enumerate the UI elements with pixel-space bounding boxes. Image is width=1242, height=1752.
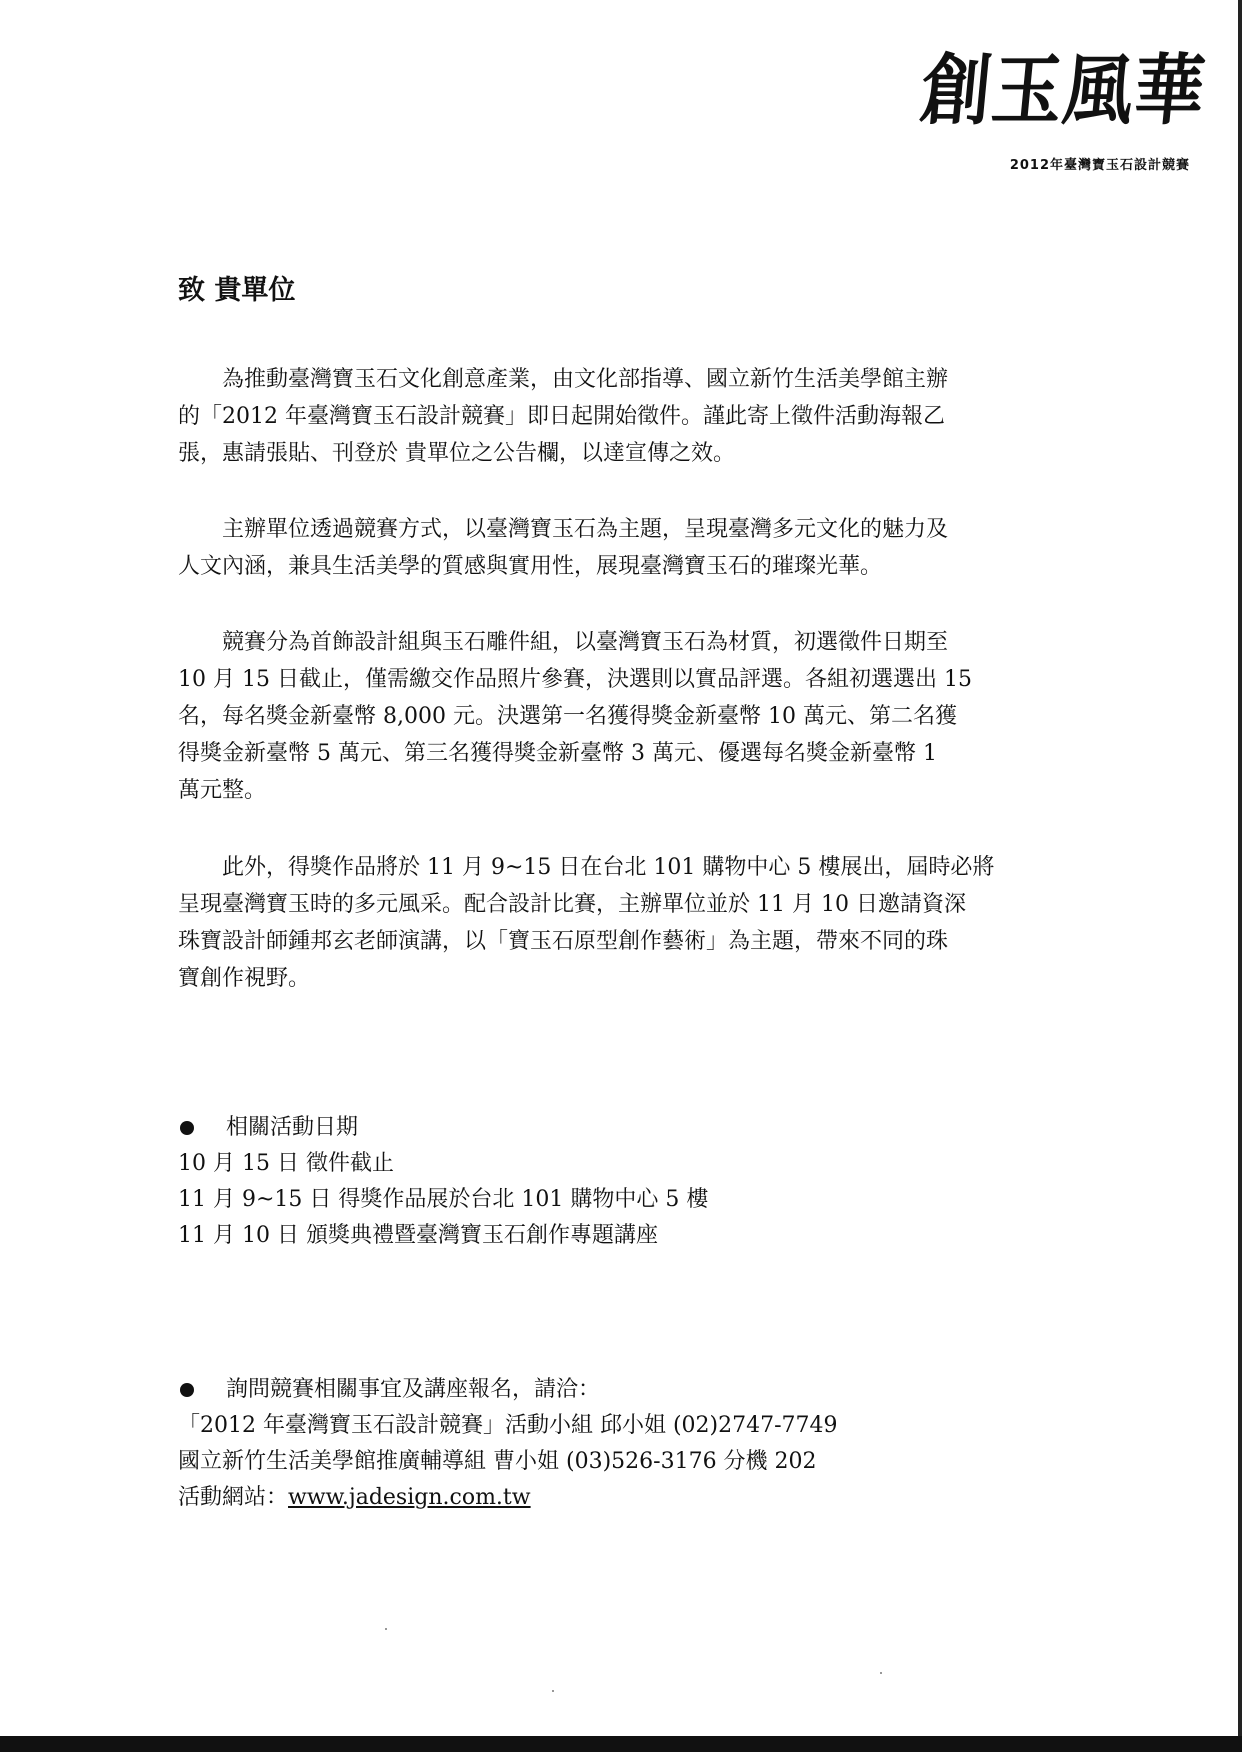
date-item: 10 月 15 日 徵件截止 (178, 1151, 394, 1176)
paragraph-line: 競賽分為首飾設計組與玉石雕件組，以臺灣寶玉石為材質，初選徵件日期至 (178, 630, 949, 655)
logo-subtitle: 2012年臺灣寶玉石設計競賽 (1009, 158, 1190, 173)
paragraph-prizes (178, 624, 1048, 809)
paragraph-theme (178, 511, 1048, 585)
paragraph-line: 寶創作視野。 (178, 966, 311, 991)
contact-item: 「2012 年臺灣寶玉石設計競賽」活動小組 邱小姐 (02)2747-7749 (178, 1413, 838, 1438)
logo-title: 創玉風華 (917, 44, 1210, 136)
scan-edge-right (1238, 0, 1242, 1752)
paragraph-line: 10 月 15 日截止，僅需繳交作品照片參賽，決選則以實品評選。各組初選選出 15 (178, 667, 972, 692)
paragraph-intro (178, 361, 1048, 472)
dates-heading-row (178, 1110, 1048, 1146)
paragraph-line: 的「2012 年臺灣寶玉石設計競賽」即日起開始徵件。謹此寄上徵件活動海報乙 (178, 404, 945, 429)
scan-speck (880, 1672, 882, 1674)
paragraph-line: 張，惠請張貼、刊登於 貴單位之公告欄，以達宣傳之效。 (178, 441, 735, 466)
date-item: 11 月 10 日 頒獎典禮暨臺灣寶玉石創作專題講座 (178, 1223, 658, 1248)
paragraph-line: 珠寶設計師鍾邦玄老師演講，以「寶玉石原型創作藝術」為主題，帶來不同的珠 (178, 929, 949, 954)
paragraph-line: 萬元整。 (178, 778, 267, 803)
website-label: 活動網站： (178, 1485, 289, 1510)
paragraph-line: 此外，得獎作品將於 11 月 9~15 日在台北 101 購物中心 5 樓展出，屆時必將 (178, 855, 995, 880)
paragraph-line: 人文內涵，兼具生活美學的質感與實用性，展現臺灣寶玉石的璀璨光華。 (178, 554, 883, 579)
date-item: 11 月 9~15 日 得獎作品展於台北 101 購物中心 5 樓 (178, 1187, 709, 1212)
contact-item: 國立新竹生活美學館推廣輔導組 曹小姐 (03)526-3176 分機 202 (178, 1449, 817, 1474)
bullet-icon (180, 1383, 194, 1397)
website-link[interactable]: www.jadesign.com.tw (288, 1485, 531, 1510)
salutation: 致 貴單位 (178, 275, 296, 306)
scan-speck (552, 1690, 554, 1692)
contact-heading: 詢問競賽相關事宜及講座報名，請洽： (226, 1377, 601, 1402)
paragraph-line: 得獎金新臺幣 5 萬元、第三名獲得獎金新臺幣 3 萬元、優選每名獎金新臺幣 1 (178, 741, 937, 766)
website-row (178, 1480, 1048, 1516)
contact-heading-row (178, 1372, 1048, 1408)
scan-edge-bottom (0, 1736, 1242, 1752)
contact-section (178, 1372, 1048, 1516)
dates-section (178, 1110, 1048, 1254)
paragraph-exhibition (178, 849, 1048, 997)
paragraph-line: 名，每名獎金新臺幣 8,000 元。決選第一名獲得獎金新臺幣 10 萬元、第二名獲 (178, 704, 957, 729)
paragraph-line: 呈現臺灣寶玉時的多元風采。配合設計比賽，主辦單位並於 11 月 10 日邀請資深 (178, 892, 966, 917)
paragraph-line: 為推動臺灣寶玉石文化創意產業，由文化部指導、國立新竹生活美學館主辦 (178, 367, 949, 392)
dates-heading: 相關活動日期 (226, 1115, 359, 1140)
competition-logo (917, 44, 1210, 178)
scan-speck (385, 1628, 387, 1630)
bullet-icon (180, 1121, 194, 1135)
paragraph-line: 主辦單位透過競賽方式，以臺灣寶玉石為主題，呈現臺灣多元文化的魅力及 (178, 517, 949, 542)
